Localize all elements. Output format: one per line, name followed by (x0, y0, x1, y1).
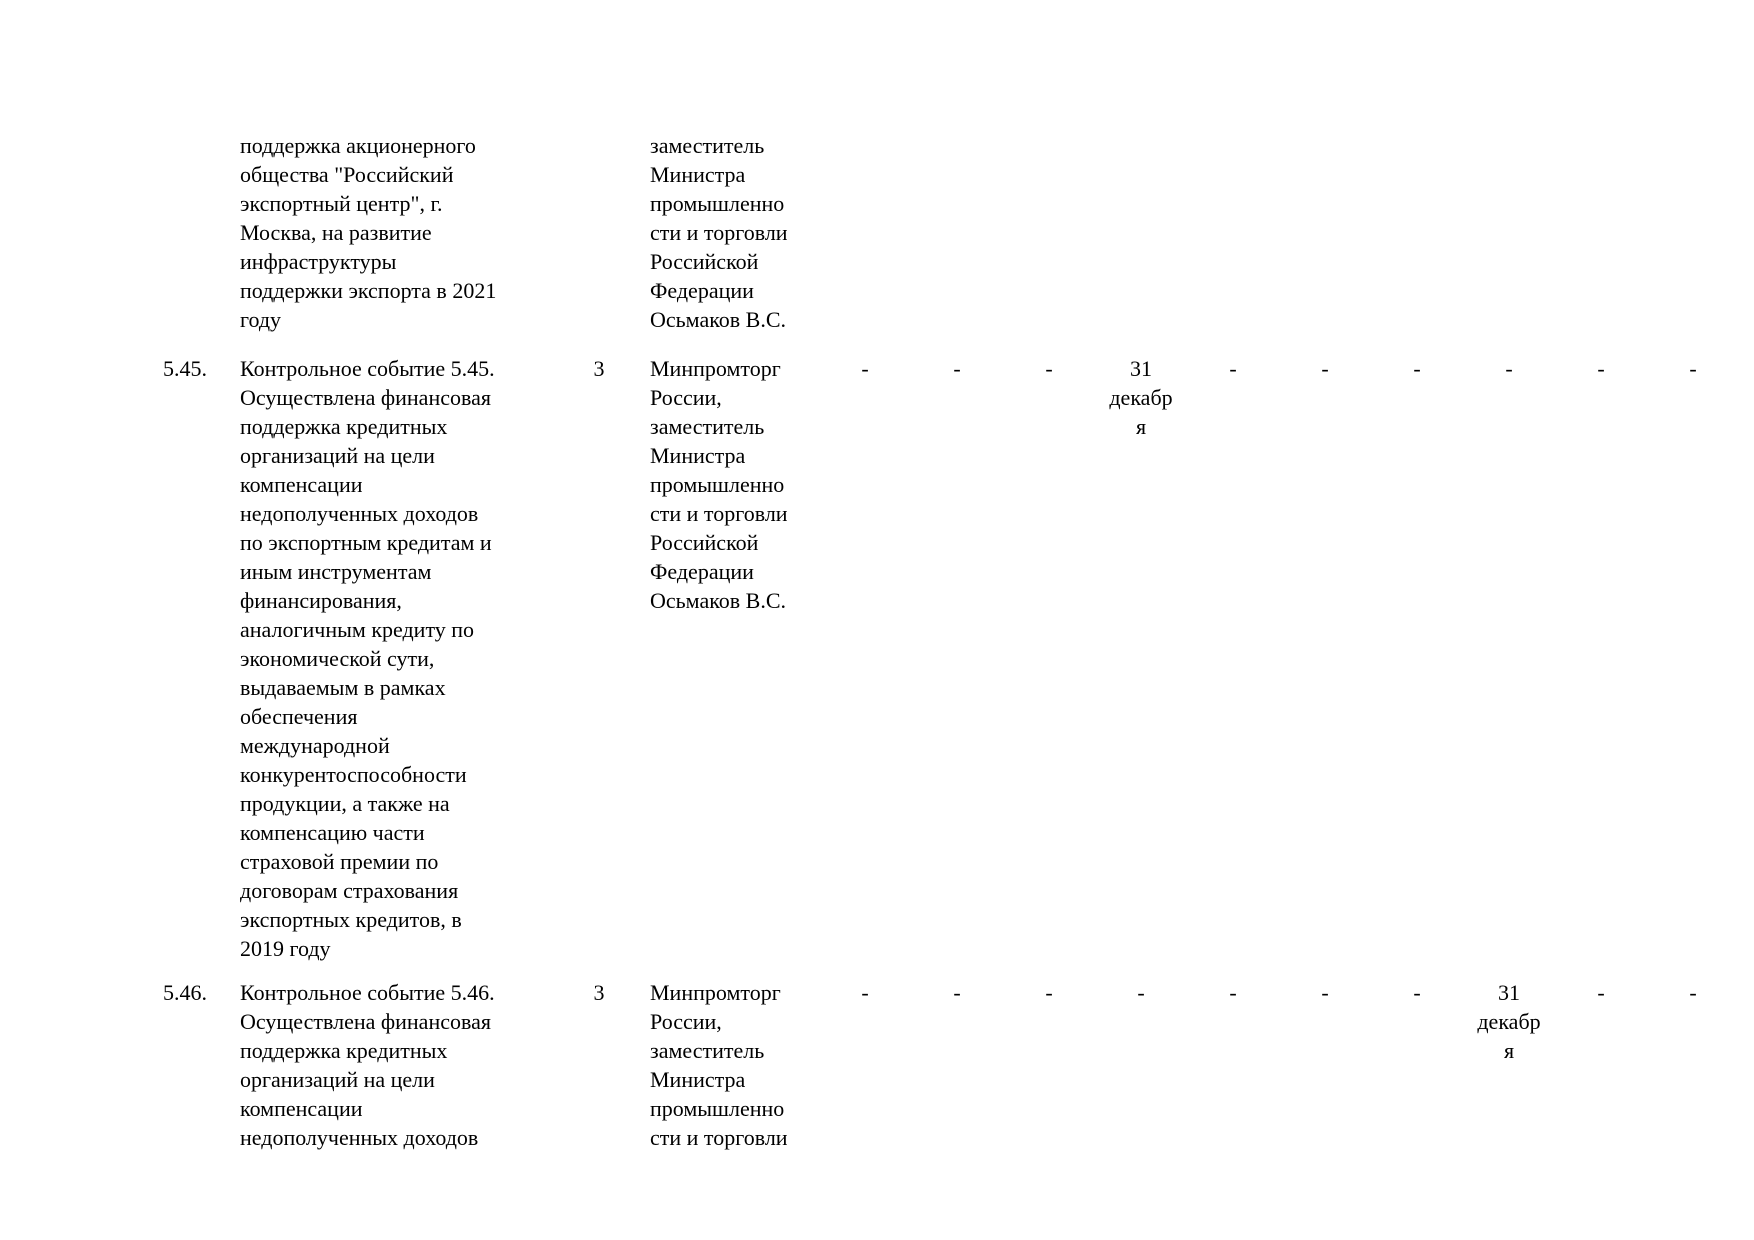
period-cell: - (1321, 356, 1329, 381)
period-cell: 31 декабр я (1109, 356, 1173, 439)
period-cell: - (953, 980, 961, 1005)
period-cell: - (1321, 980, 1329, 1005)
period-cell: - (1229, 980, 1237, 1005)
row-number: 5.45. (163, 356, 207, 381)
row-responsible: Минпромторг России, заместитель Министра промышленно сти и торговли Российской Федерации Осьмаков В.С. (650, 356, 788, 613)
row-description: поддержка акционерного общества "Российский экспортный центр", г. Москва, на развитие инфраструктуры поддержки экспорта в 2021 году (240, 133, 497, 332)
period-cell: - (1413, 356, 1421, 381)
row-description: Контрольное событие 5.46. Осуществлена финансовая поддержка кредитных организаций на цели компенсации недополученных доходов (240, 980, 495, 1150)
row-responsible: заместитель Министра промышленно сти и торговли Российской Федерации Осьмаков В.С. (650, 133, 788, 332)
period-cell: - (1505, 356, 1513, 381)
period-cell: - (1045, 980, 1053, 1005)
period-cell: - (1045, 356, 1053, 381)
row-level: 3 (593, 356, 605, 381)
row-responsible: Минпромторг России, заместитель Министра промышленно сти и торговли (650, 980, 788, 1150)
period-cell: - (1689, 356, 1697, 381)
period-cell: - (861, 980, 869, 1005)
row-level: 3 (593, 980, 605, 1005)
period-cell: - (1229, 356, 1237, 381)
period-cell: - (1137, 980, 1145, 1005)
row-number: 5.46. (163, 980, 207, 1005)
period-cell: - (1597, 980, 1605, 1005)
period-cell: - (1689, 980, 1697, 1005)
period-cell: 31 декабр я (1477, 980, 1541, 1063)
row-description: Контрольное событие 5.45. Осуществлена финансовая поддержка кредитных организаций на цели компенсации недополученных доходов по экспортным кредитам и иным инструментам финансирования, аналогичным кредиту по экономической сути, выдаваемым в рамках обеспечения международной конкурентоспособности продукции, а также на компенсацию части страховой премии по договорам страхования экспортных кредитов, в 2019 году (240, 356, 495, 961)
period-cell: - (1413, 980, 1421, 1005)
period-cell: - (861, 356, 869, 381)
period-cell: - (953, 356, 961, 381)
period-cell: - (1597, 356, 1605, 381)
